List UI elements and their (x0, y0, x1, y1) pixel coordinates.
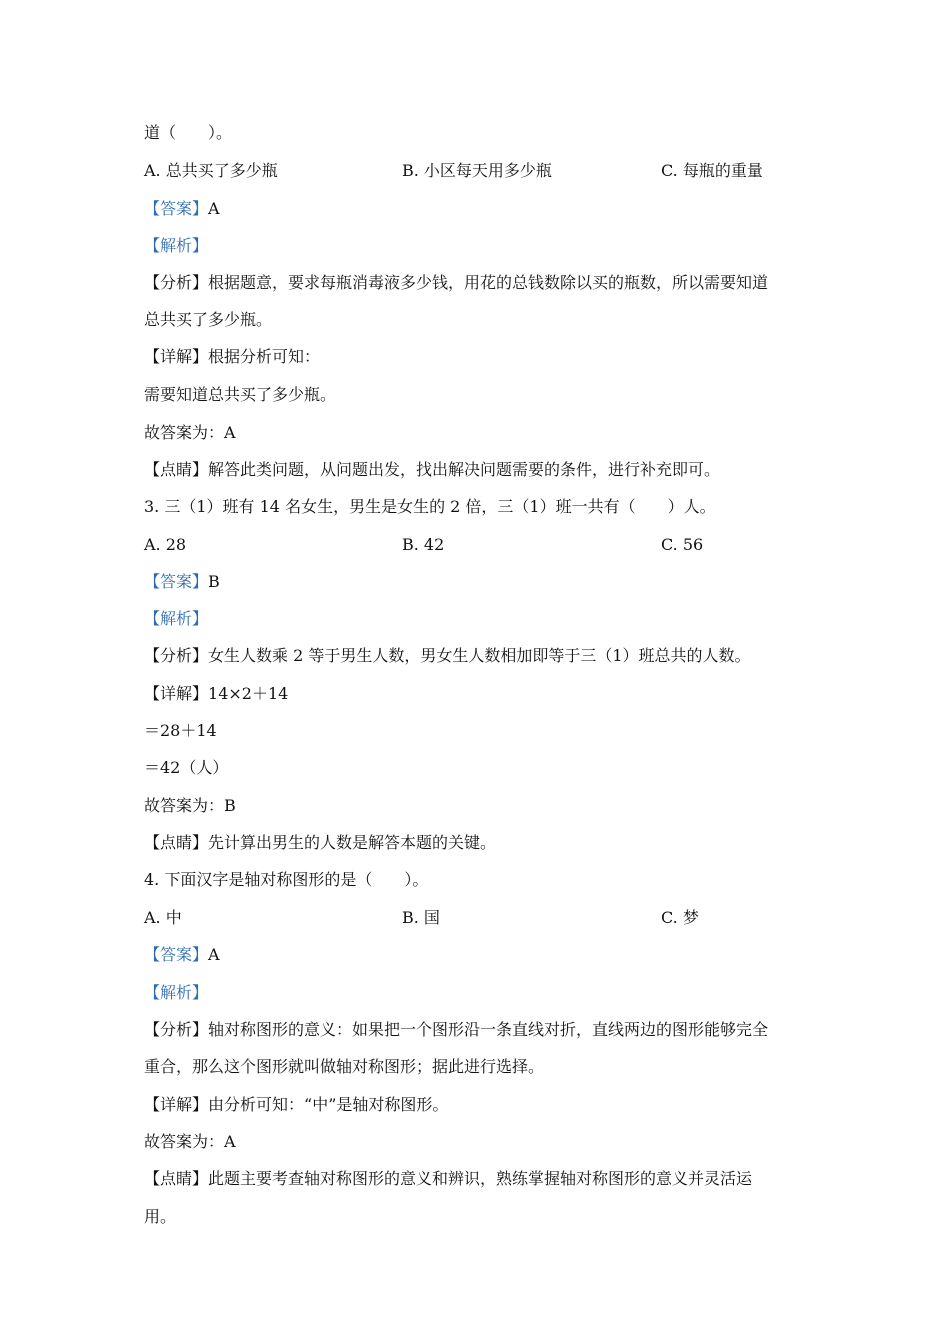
q4-analysis-tag: 【解析】 (144, 983, 209, 1002)
q3-answer-line (144, 571, 220, 593)
q3-option-c: C. 56 (661, 535, 704, 554)
q2-option-b: B. 小区每天用多少瓶 (402, 161, 552, 180)
q3-option-a: A. 28 (144, 535, 187, 554)
q2-fenxi-line-1 (144, 272, 768, 294)
q4-option-a: A. 中 (144, 908, 182, 927)
xiangjie-tag: 【详解】 (144, 1095, 209, 1114)
q2-fenxi-line-2: 总共买了多少瓶。 (144, 310, 273, 329)
q2-dianjing-text: 解答此类问题，从问题出发，找出解决问题需要的条件，进行补充即可。 (208, 460, 721, 479)
answer-tag: 【答案】 (144, 199, 209, 218)
dianjing-tag: 【点睛】 (144, 1169, 209, 1188)
q4-option-c: C. 梦 (661, 908, 699, 927)
answer-tag: 【答案】 (144, 945, 209, 964)
q2-option-a: A. 总共买了多少瓶 (144, 161, 278, 180)
q3-analysis-tag: 【解析】 (144, 609, 209, 628)
q4-xiangjie-line (144, 1094, 448, 1116)
q3-step-1: ＝28＋14 (144, 721, 217, 740)
q4-fenxi-text: 轴对称图形的意义：如果把一个图形沿一条直线对折，直线两边的图形能够完全 (208, 1020, 769, 1039)
q4-dianjing-line-2: 用。 (144, 1207, 177, 1226)
q4-dianjing-line-1 (144, 1168, 752, 1190)
q4-xiangjie-text: 由分析可知：“中”是轴对称图形。 (208, 1095, 449, 1114)
answer-tag: 【答案】 (144, 572, 209, 591)
q2-option-c: C. 每瓶的重量 (661, 161, 763, 180)
q2-answer: A (208, 199, 220, 218)
q3-fenxi-text: 女生人数乘 2 等于男生人数，男女生人数相加即等于三（1）班总共的人数。 (208, 646, 751, 665)
q4-answer: A (208, 945, 220, 964)
xiangjie-tag: 【详解】 (144, 684, 209, 703)
q2-answer-line (144, 198, 220, 220)
q3-option-b: B. 42 (402, 535, 445, 554)
fenxi-tag: 【分析】 (144, 646, 209, 665)
q4-option-b: B. 国 (402, 908, 440, 927)
q3-xiangjie-line (144, 683, 288, 705)
dianjing-tag: 【点睛】 (144, 460, 209, 479)
fenxi-tag: 【分析】 (144, 1020, 209, 1039)
q4-stem: 4. 下面汉字是轴对称图形的是（ ）。 (144, 870, 429, 889)
q3-dianjing-text: 先计算出男生的人数是解答本题的关键。 (208, 833, 497, 852)
q2-fenxi-text: 根据题意，要求每瓶消毒液多少钱，用花的总钱数除以买的瓶数，所以需要知道 (208, 273, 769, 292)
q3-dianjing-line (144, 832, 496, 854)
q3-conclusion: 故答案为：B (144, 796, 236, 815)
xiangjie-tag: 【详解】 (144, 347, 209, 366)
q2-stem-tail: 道（ ）。 (144, 123, 233, 142)
q4-fenxi-line-1 (144, 1019, 768, 1041)
q2-conclusion: 故答案为：A (144, 423, 236, 442)
q4-answer-line (144, 944, 220, 966)
q4-fenxi-line-2: 重合，那么这个图形就叫做轴对称图形；据此进行选择。 (144, 1057, 545, 1076)
q4-dianjing-text: 此题主要考查轴对称图形的意义和辨识，熟练掌握轴对称图形的意义并灵活运 (208, 1169, 753, 1188)
dianjing-tag: 【点睛】 (144, 833, 209, 852)
q3-stem: 3. 三（1）班有 14 名女生，男生是女生的 2 倍，三（1）班一共有（ ）人。 (144, 497, 716, 516)
q4-conclusion: 故答案为：A (144, 1132, 236, 1151)
q2-xiangjie-line (144, 346, 320, 368)
q3-step-2: ＝42（人） (144, 758, 229, 777)
q3-xiangjie-text: 14×2＋14 (208, 684, 289, 703)
q2-step-1: 需要知道总共买了多少瓶。 (144, 385, 337, 404)
q3-answer: B (208, 572, 220, 591)
q2-xiangjie-text: 根据分析可知： (208, 347, 321, 366)
q2-dianjing-line (144, 459, 720, 481)
fenxi-tag: 【分析】 (144, 273, 209, 292)
q2-analysis-tag: 【解析】 (144, 236, 209, 255)
q3-fenxi-line (144, 645, 751, 667)
